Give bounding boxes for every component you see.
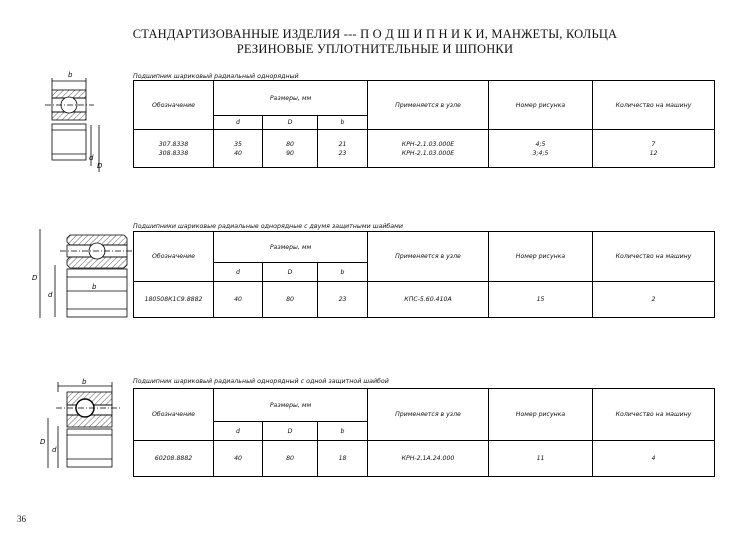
header-designation: Обозначение [134,232,214,282]
bearing-drawing-2 [30,225,135,320]
cell-b: 18 [318,441,368,477]
header-quantity: Количество на машину [593,232,715,282]
label-d: d [48,291,53,299]
header-b: b [318,263,368,282]
section-2-caption: Подшипники шариковые радиальные однорядные с двумя защитными шайбами [133,223,404,230]
header-designation: Обозначение [134,389,214,441]
cell-applied-in: КРН-2,1.03.000Е КРН-2,1.03.000Е [368,130,489,168]
header-designation: Обозначение [134,81,214,130]
cell-D: 80 90 [263,130,318,168]
header-figure-number: Номер рисунка [489,81,593,130]
section-3-caption: Подшипник шариковый радиальный однорядный с одной защитной шайбой [133,378,389,385]
table-row [134,130,715,168]
cell-d: 35 40 [214,130,263,168]
label-D: D [40,438,46,446]
header-figure-number: Номер рисунка [489,389,593,441]
cell-applied-in: КРН-2,1А.24.000 [368,441,489,477]
bearing-table-2 [133,231,715,318]
header-applied-in: Применяется в узле [368,232,489,282]
header-figure-number: Номер рисунка [489,232,593,282]
bearing-drawing-1 [40,68,135,173]
cell-quantity: 2 [593,282,715,318]
cell-quantity: 7 12 [593,130,715,168]
title-line-1: СТАНДАРТИЗОВАННЫЕ ИЗДЕЛИЯ --- П О Д Ш И П Н И К И, МАНЖЕТЫ, КОЛЬЦА [132,27,618,41]
header-dimensions: Размеры, мм [214,232,368,263]
label-d: d [52,446,57,454]
header-dimensions: Размеры, мм [214,389,368,422]
label-b: b [82,378,87,386]
page-title [90,27,660,57]
cell-figure-number: 11 [489,441,593,477]
cell-b: 21 23 [318,130,368,168]
cell-d: 40 [214,282,263,318]
header-D: D [263,116,318,130]
label-b: b [92,283,97,291]
header-b: b [318,422,368,441]
cell-quantity: 4 [593,441,715,477]
header-d: d [214,422,263,441]
cell-D: 80 [263,282,318,318]
bearing-table-3 [133,388,715,477]
cell-designation: 60208.8882 [134,441,214,477]
header-applied-in: Применяется в узле [368,81,489,130]
cell-figure-number: 4;5 3;4;5 [489,130,593,168]
cell-applied-in: КПС-5.60.410А [368,282,489,318]
header-quantity: Количество на машину [593,389,715,441]
header-applied-in: Применяется в узле [368,389,489,441]
header-D: D [263,422,318,441]
cell-designation: 180508К1С9.8882 [134,282,214,318]
header-quantity: Количество на машину [593,81,715,130]
header-d: d [214,116,263,130]
header-d: d [214,263,263,282]
cell-d: 40 [214,441,263,477]
label-D: D [97,162,103,170]
cell-b: 23 [318,282,368,318]
section-1-caption: Подшипник шариковый радиальный однорядный [133,73,299,80]
title-line-2: РЕЗИНОВЫЕ УПЛОТНИТЕЛЬНЫЕ И ШПОНКИ [236,42,514,56]
header-b: b [318,116,368,130]
bearing-table-1 [133,80,715,168]
table-row [134,441,715,477]
cell-D: 80 [263,441,318,477]
header-D: D [263,263,318,282]
header-dimensions: Размеры, мм [214,81,368,116]
bearing-drawing-3 [36,378,131,473]
table-row [134,282,715,318]
page-number: 36 [17,514,26,524]
label-b: b [68,71,73,79]
cell-figure-number: 15 [489,282,593,318]
label-D: D [32,274,38,282]
cell-designation: 307.8338 308.8338 [134,130,214,168]
label-d: d [89,154,94,162]
